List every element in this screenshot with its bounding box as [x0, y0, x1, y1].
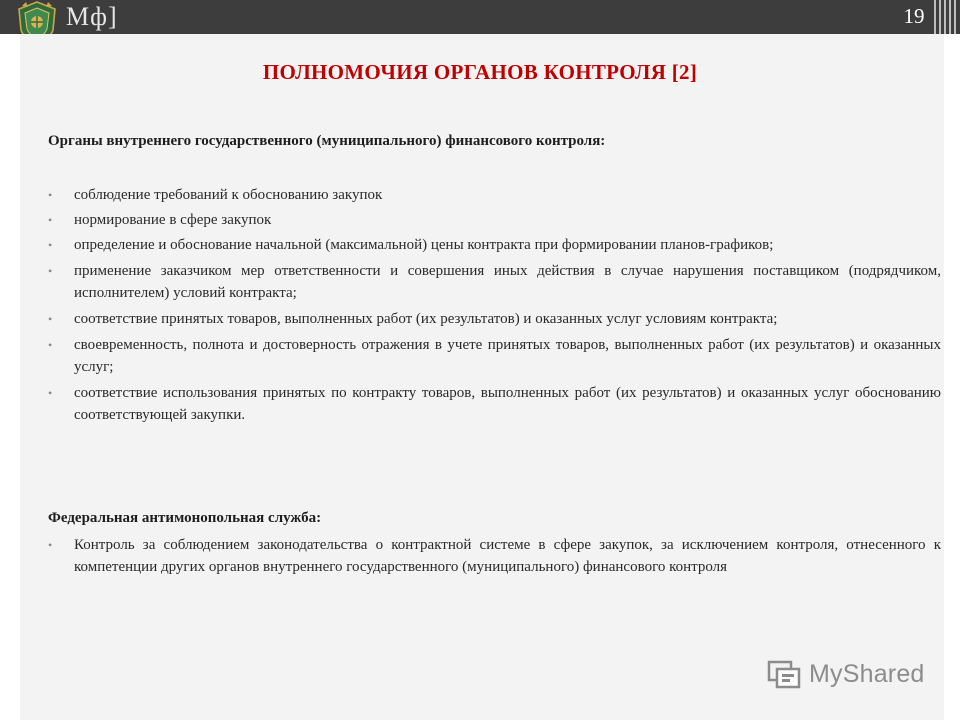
watermark [767, 656, 925, 692]
bullet-icon: • [48, 213, 53, 227]
list-item: • соответствие использования принятых по контракту товаров, выполненных работ (их результатов) и оказанных услуг обоснованию соответствующей закупки. [48, 382, 941, 426]
section-heading-fas: Федеральная антимонопольная служба: [48, 510, 322, 526]
header-bar [0, 0, 960, 34]
fas-list [48, 534, 941, 578]
slide-title: ПОЛНОМОЧИЯ ОРГАНОВ КОНТРОЛЯ [2] [262, 60, 698, 84]
list-item: • применение заказчиком мер ответственности и совершения иных действия в случае нарушения поставщиком (подрядчиком, исполнителем) условий контракта; [48, 260, 941, 304]
bullet-icon: • [48, 312, 53, 326]
slide-number: 19 [903, 4, 925, 28]
list-item: • соответствие принятых товаров, выполненных работ (их результатов) и оказанных услуг условиям контракта; [48, 308, 941, 330]
watermark-text: MyShared [809, 659, 925, 688]
list-item: • нормирование в сфере закупок [48, 209, 941, 231]
bullet-icon: • [48, 538, 53, 552]
logo-text: Mф] [66, 2, 118, 31]
bullet-icon: • [48, 338, 53, 352]
list-item: • Контроль за соблюдением законодательства о контрактной системе в сфере закупок, за исключением контроля, отнесенного к компетенции других органов внутреннего государственного (муниципального) финансового контроля [48, 534, 941, 578]
list-item: • своевременность, полнота и достоверность отражения в учете принятых товаров, выполненных работ (их результатов) и оказанных услуг; [48, 334, 941, 378]
section-heading-internal-control: Органы внутреннего государственного (муниципального) финансового контроля: [48, 133, 606, 149]
bullet-icon: • [48, 386, 53, 400]
list-item: • соблюдение требований к обоснованию закупок [48, 184, 941, 206]
myshared-logo-icon [767, 658, 803, 690]
internal-control-list [48, 184, 941, 426]
bullet-icon: • [48, 188, 53, 202]
bullet-icon: • [48, 238, 53, 252]
decorative-stripes [932, 0, 960, 34]
bullet-icon: • [48, 264, 53, 278]
list-item: • определение и обоснование начальной (максимальной) цены контракта при формировании планов-графиков; [48, 234, 941, 256]
